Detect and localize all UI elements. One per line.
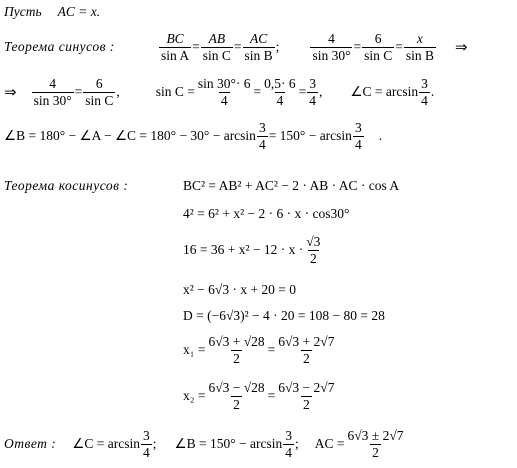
comma: , xyxy=(116,84,120,99)
fraction-3-over-4 xyxy=(353,121,364,152)
num: 0,5· 6 xyxy=(264,75,296,91)
period: . xyxy=(378,128,383,143)
angle-b-expression: ∠B = 180° − ∠A − ∠C = 180° − 30° − arcsin xyxy=(4,128,256,143)
den: sin C xyxy=(202,47,231,63)
implies-arrow-icon: ⇒ xyxy=(4,84,17,101)
den: 4 xyxy=(220,92,228,108)
fraction-sqrt3-over-2 xyxy=(304,235,322,266)
equals-sign: = xyxy=(192,39,200,54)
answer-angle-b: ∠B = 150° − arcsin xyxy=(174,436,283,451)
semicolon: ; xyxy=(295,436,299,451)
den: sin A xyxy=(161,47,190,63)
num: AC xyxy=(249,30,268,46)
fraction-3-over-4 xyxy=(419,77,430,108)
den: sin 30° xyxy=(312,47,351,63)
num: sin 30°· 6 xyxy=(197,75,251,91)
num: 3 xyxy=(285,427,292,443)
semicolon: ; xyxy=(275,39,280,54)
fraction-05-6-over-4 xyxy=(262,77,298,108)
given-equation: AC = x. xyxy=(57,4,101,19)
line-sin-c xyxy=(4,70,434,114)
den: 4 xyxy=(258,136,266,152)
answer-label: Ответ : xyxy=(4,436,57,451)
fraction-4-sin30 xyxy=(32,77,74,108)
root-x2 xyxy=(183,374,337,418)
num: BC xyxy=(166,30,184,46)
cosine-line-1: BC² = AB² + AC² − 2 · AB · AC · cos A xyxy=(183,178,400,193)
fraction-4-sin30 xyxy=(310,32,352,63)
fraction-x2-simplified xyxy=(276,381,336,412)
answer-ac-label: AC = xyxy=(314,436,345,451)
equals-sign: = xyxy=(267,388,276,403)
law-of-sines-label: Теорема синусов : xyxy=(4,39,115,54)
law-of-cosines-label: Теорема косинусов : xyxy=(4,178,129,193)
fraction-6-sinc xyxy=(83,77,115,108)
num: 6√3 + 2√7 xyxy=(278,333,335,349)
den: 2 xyxy=(309,250,317,266)
fraction-x1 xyxy=(206,335,266,366)
den: sin C xyxy=(85,92,114,108)
den: 2 xyxy=(233,396,240,412)
num: 6√3 − 2√7 xyxy=(278,379,335,395)
given-prefix: Пусть xyxy=(4,4,42,19)
implies-arrow-icon: ⇒ xyxy=(455,39,468,56)
fraction-ab-sinc xyxy=(201,32,233,63)
num: 6√3 + √28 xyxy=(208,333,265,349)
fraction-6-sinc xyxy=(362,32,394,63)
equals-sign: = xyxy=(233,39,242,54)
fraction-ac-sinb xyxy=(243,32,275,63)
equals-sign: = xyxy=(253,84,262,99)
period: . xyxy=(430,84,435,99)
den: 4 xyxy=(354,136,362,152)
fraction-3-over-4 xyxy=(307,77,318,108)
sin-c-label: sin C = xyxy=(155,84,195,99)
num: 3 xyxy=(258,119,266,135)
den: 2 xyxy=(302,396,310,412)
fraction-x2 xyxy=(206,381,266,412)
num: √3 xyxy=(306,233,321,249)
fraction-3-over-4 xyxy=(257,121,268,152)
num: 6 xyxy=(374,30,382,46)
den: 4 xyxy=(276,92,284,108)
angle-c-label: ∠C = arcsin xyxy=(350,84,419,99)
den: sin 30° xyxy=(33,92,72,108)
x1-label: x₁ = xyxy=(183,342,206,357)
den: 2 xyxy=(233,350,240,366)
num: 3 xyxy=(309,75,317,91)
den: 2 xyxy=(302,350,310,366)
quadratic-equation: x² − 6√3 · x + 20 = 0 xyxy=(183,282,297,297)
equals-sign: = xyxy=(298,84,307,99)
x2-label: x₂ = xyxy=(183,388,206,403)
num: 3 xyxy=(354,119,362,135)
answer-line xyxy=(4,422,407,466)
fraction-3-over-4 xyxy=(283,429,294,460)
discriminant: D = (−6√3)² − 4 · 20 = 108 − 80 = 28 xyxy=(183,308,385,323)
num: 4 xyxy=(49,75,56,91)
num: 6√3 ± 2√7 xyxy=(347,427,404,443)
den: 4 xyxy=(421,92,428,108)
equals-sign: = xyxy=(267,342,276,357)
line-angle-b xyxy=(4,114,382,158)
line-law-of-sines xyxy=(4,25,468,69)
fraction-x1-simplified xyxy=(276,335,336,366)
fraction-bc-sina xyxy=(159,32,191,63)
num: 4 xyxy=(328,30,335,46)
num: x xyxy=(416,30,423,46)
den: sin C xyxy=(364,47,393,63)
comma: , xyxy=(319,84,323,99)
fraction-3-over-4 xyxy=(141,429,152,460)
den: 4 xyxy=(285,444,292,460)
answer-angle-c: ∠C = arcsin xyxy=(72,436,141,451)
equals-sign: = xyxy=(74,84,83,99)
den: 4 xyxy=(309,92,317,108)
den: 4 xyxy=(143,444,150,460)
angle-b-result: = 150° − arcsin xyxy=(268,128,352,143)
num: 6 xyxy=(95,75,103,91)
fraction-sin30-6-over-4 xyxy=(196,77,253,108)
num: 3 xyxy=(143,427,150,443)
den: sin B xyxy=(405,47,434,63)
equals-sign: = xyxy=(353,39,362,54)
num: AB xyxy=(208,30,226,46)
equals-sign: = xyxy=(395,39,403,54)
fraction-x-sinb xyxy=(404,32,436,63)
root-x1 xyxy=(183,328,337,372)
num: 3 xyxy=(421,75,428,91)
cosine-line-3-lhs: 16 = 36 + x² − 12 · x · xyxy=(183,242,304,257)
semicolon: ; xyxy=(152,436,157,451)
den: sin B xyxy=(244,47,273,63)
cosine-line-2: 4² = 6² + x² − 2 · 6 · x · cos30° xyxy=(183,206,350,221)
line-given xyxy=(4,4,100,20)
cosine-line-3 xyxy=(183,228,323,272)
den: 2 xyxy=(372,444,379,460)
num: 6√3 − √28 xyxy=(208,379,265,395)
fraction-ac xyxy=(346,429,406,460)
